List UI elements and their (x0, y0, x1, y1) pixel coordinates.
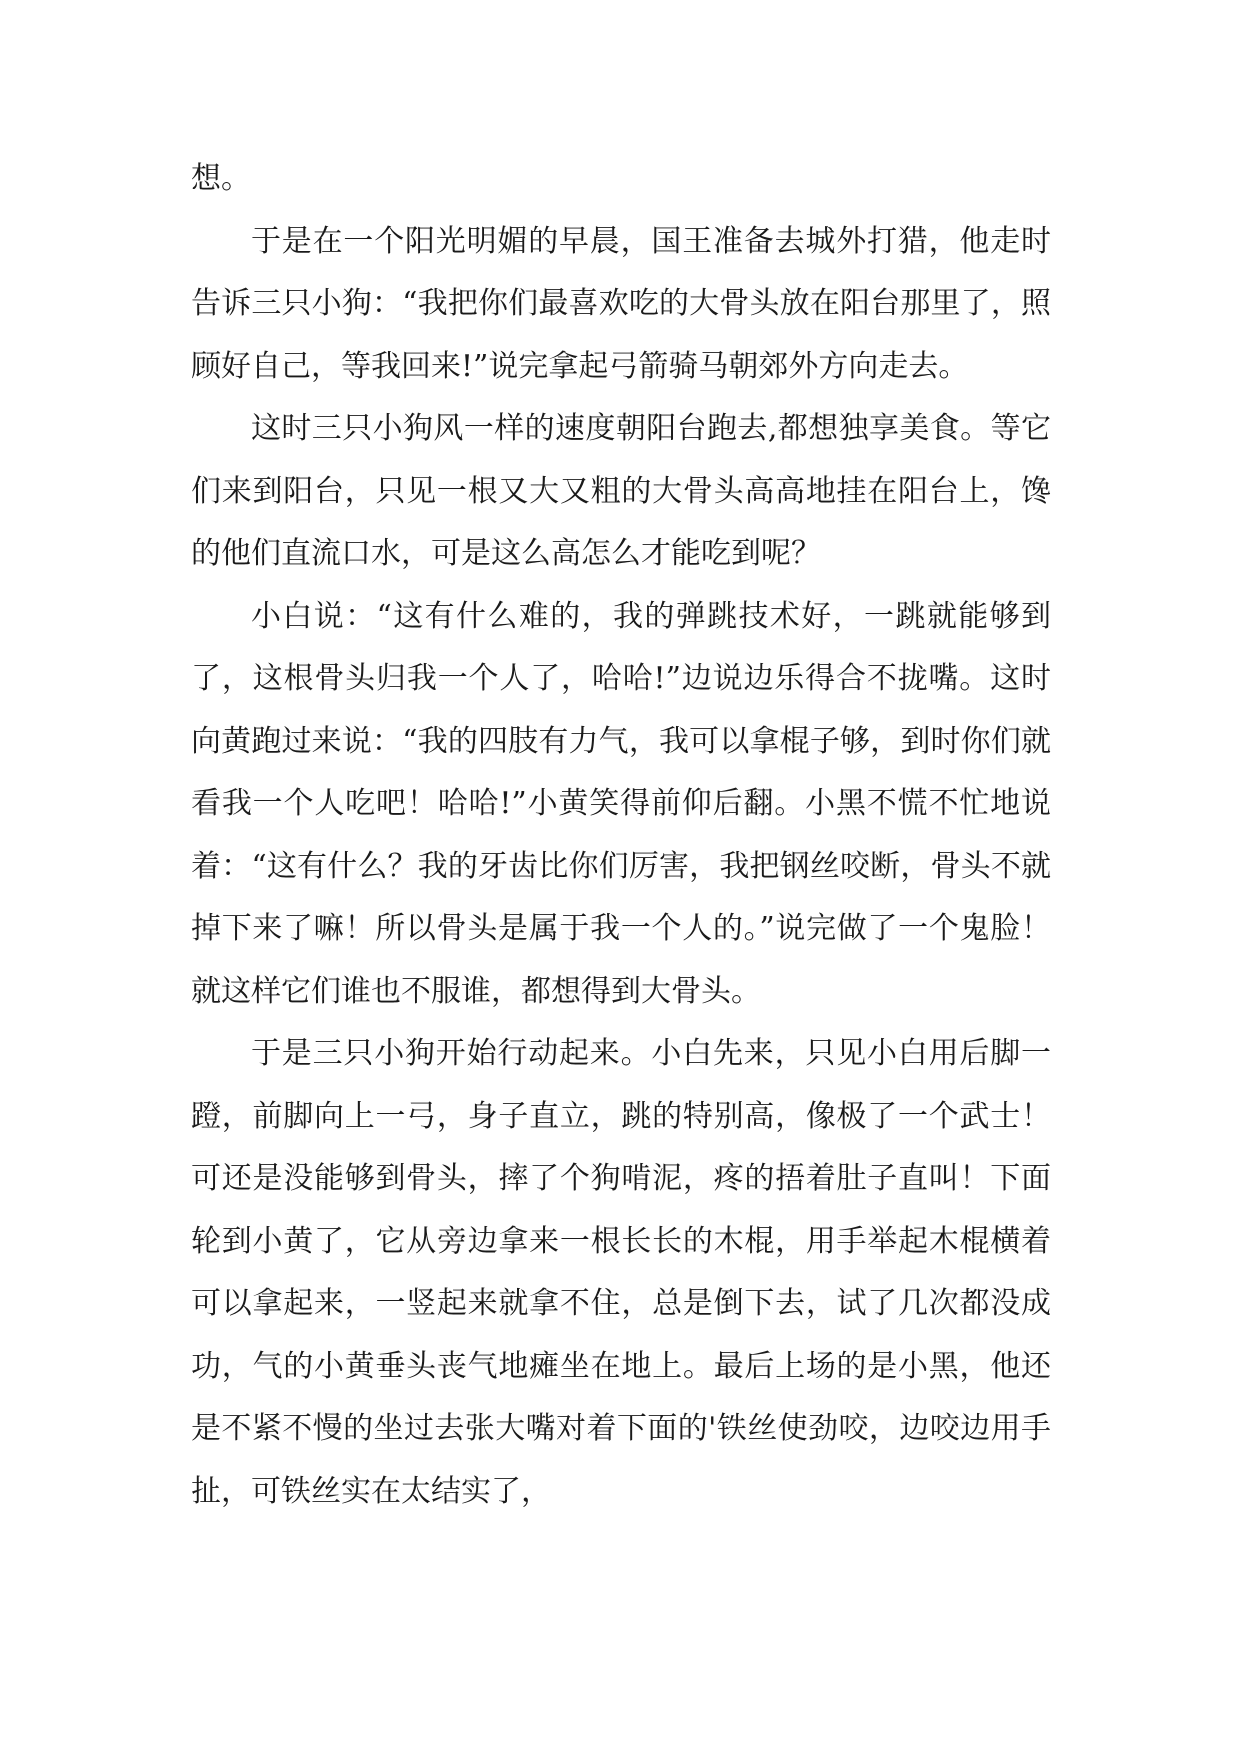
paragraph-dogs-attempt: 于是三只小狗开始行动起来。小白先来，只见小白用后脚一蹬，前脚向上一弓，身子直立，跳的特别高，像极了一个武士！可还是没能够到骨头，摔了个狗啃泥，疼的捂着肚子直叫！下面轮到小黄了，它从旁边拿来一根长长的木棍，用手举起木棍横着可以拿起来，一竖起来就拿不住，总是倒下去，试了几次都没成功，气的小黄垂头丧气地瘫坐在地上。最后上场的是小黑，他还是不紧不慢的坐过去张大嘴对着下面的'铁丝使劲咬，边咬边用手扯，可铁丝实在太结实了， (191, 1036, 1051, 1509)
paragraph-king-leaves: 于是在一个阳光明媚的早晨，国王准备去城外打猎，他走时告诉三只小狗：“我把你们最喜欢吃的大骨头放在阳台那里了，照顾好自己，等我回来!”说完拿起弓箭骑马朝郊外方向走去。 (191, 223, 1051, 384)
paragraph-dogs-boast: 小白说：“这有什么难的，我的弹跳技术好，一跳就能够到了，这根骨头归我一个人了，哈哈!”边说边乐得合不拢嘴。这时向黄跑过来说：“我的四肢有力气，我可以拿棍子够，到时你们就看我一个人吃吧！哈哈!”小黄笑得前仰后翻。小黑不慌不忙地说着：“这有什么？我的牙齿比你们厉害，我把钢丝咬断，骨头不就掉下来了嘛！所以骨头是属于我一个人的。”说完做了一个鬼脸！就这样它们谁也不服谁，都想得到大骨头。 (191, 598, 1051, 1009)
paragraph-dogs-run-to-balcony: 这时三只小狗风一样的速度朝阳台跑去,都想独享美食。等它们来到阳台，只见一根又大又粗的大骨头高高地挂在阳台上，馋的他们直流口水，可是这么高怎么才能吃到呢？ (191, 411, 1051, 571)
body-text (191, 148, 1051, 1523)
paragraph-continuation: 想。 (191, 161, 251, 196)
